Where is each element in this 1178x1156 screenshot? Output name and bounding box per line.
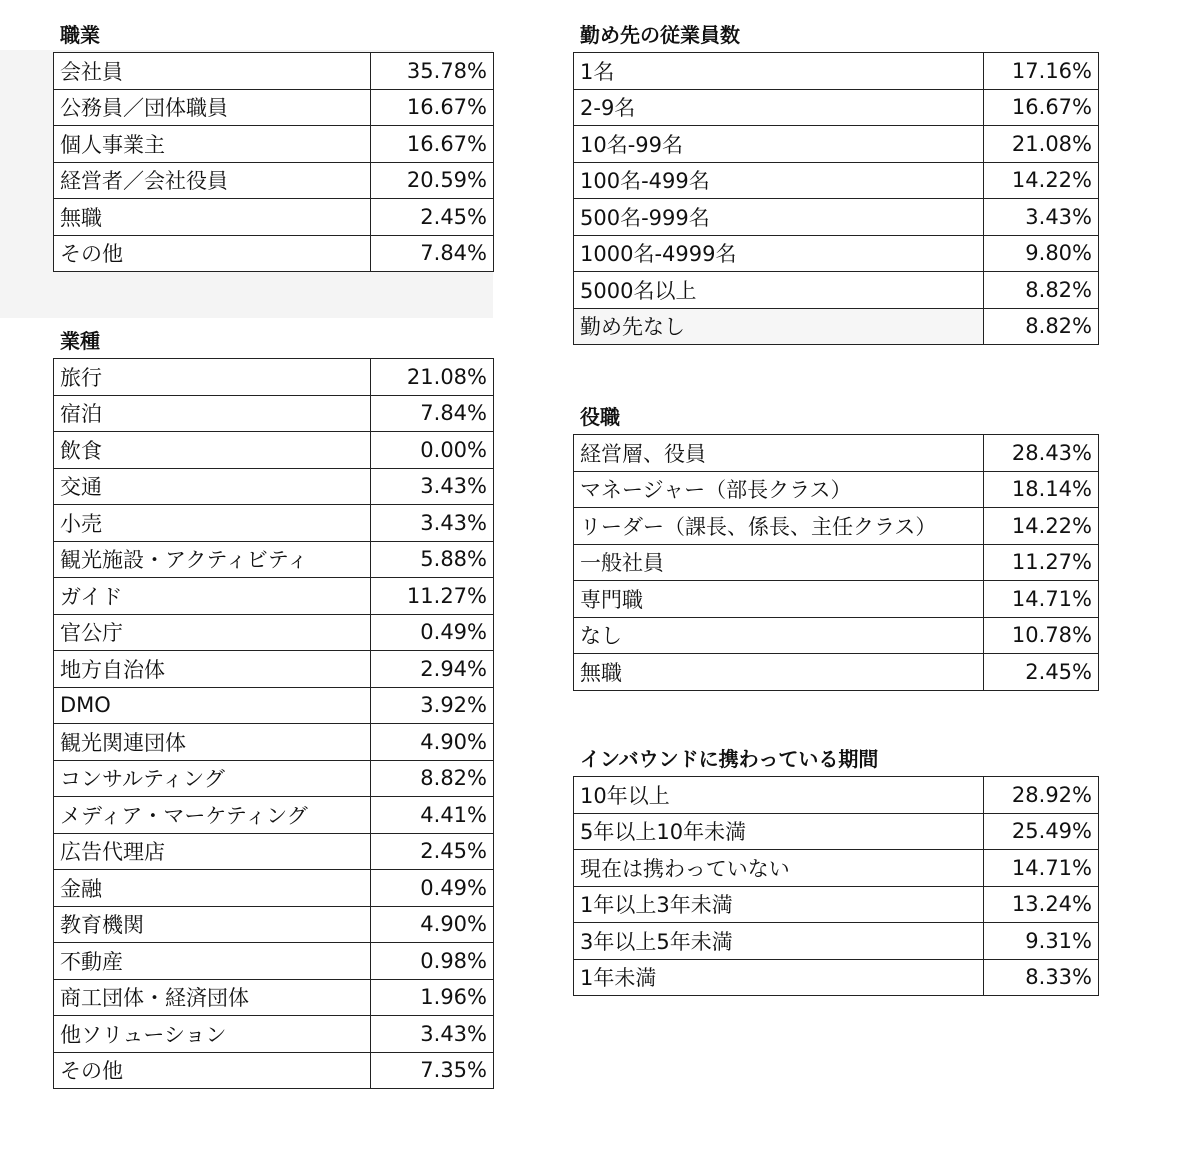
table-row xyxy=(574,53,1099,90)
row-value: 35.78% xyxy=(371,53,494,90)
table-row xyxy=(54,943,494,980)
table-row xyxy=(54,651,494,688)
row-value: 25.49% xyxy=(984,813,1099,850)
table-row xyxy=(54,359,494,396)
row-value: 21.08% xyxy=(984,126,1099,163)
table-row xyxy=(54,870,494,907)
table-row xyxy=(54,235,494,272)
position-table xyxy=(573,434,1099,691)
row-label: 教育機関 xyxy=(54,906,371,943)
table-row xyxy=(574,435,1099,472)
row-label: 1000名-4999名 xyxy=(574,235,984,272)
row-value: 3.43% xyxy=(371,505,494,542)
row-value: 8.82% xyxy=(371,760,494,797)
row-value: 3.43% xyxy=(984,199,1099,236)
table-row xyxy=(574,544,1099,581)
row-label: 観光施設・アクティビティ xyxy=(54,541,371,578)
occupation-title: 職業 xyxy=(60,23,100,47)
row-value: 0.00% xyxy=(371,432,494,469)
table-row xyxy=(54,760,494,797)
row-value: 9.31% xyxy=(984,923,1099,960)
table-row xyxy=(574,126,1099,163)
row-label: 観光関連団体 xyxy=(54,724,371,761)
row-label: 地方自治体 xyxy=(54,651,371,688)
row-value: 3.43% xyxy=(371,468,494,505)
position-section xyxy=(573,400,1099,691)
table-row xyxy=(574,199,1099,236)
row-label: 旅行 xyxy=(54,359,371,396)
row-value: 2.45% xyxy=(984,654,1099,691)
row-label: コンサルティング xyxy=(54,760,371,797)
row-value: 16.67% xyxy=(371,89,494,126)
row-label: 他ソリューション xyxy=(54,1016,371,1053)
row-value: 0.49% xyxy=(371,614,494,651)
row-value: 14.22% xyxy=(984,508,1099,545)
industry-title: 業種 xyxy=(60,329,100,353)
row-value: 28.92% xyxy=(984,777,1099,814)
industry-section xyxy=(53,324,494,1089)
table-row xyxy=(54,797,494,834)
row-value: 1.96% xyxy=(371,979,494,1016)
row-value: 8.33% xyxy=(984,959,1099,996)
row-value: 7.35% xyxy=(371,1052,494,1089)
table-row xyxy=(574,813,1099,850)
table-row xyxy=(54,53,494,90)
row-label: 商工団体・経済団体 xyxy=(54,979,371,1016)
row-value: 16.67% xyxy=(371,126,494,163)
row-value: 7.84% xyxy=(371,395,494,432)
row-label: 2-9名 xyxy=(574,89,984,126)
table-row xyxy=(54,687,494,724)
table-row xyxy=(54,833,494,870)
row-value: 20.59% xyxy=(371,162,494,199)
row-label: 個人事業主 xyxy=(54,126,371,163)
row-value: 9.80% xyxy=(984,235,1099,272)
inbound-period-section xyxy=(573,742,1099,996)
table-row xyxy=(574,471,1099,508)
row-label: その他 xyxy=(54,235,371,272)
table-row xyxy=(54,578,494,615)
table-row xyxy=(574,508,1099,545)
row-label: 経営層、役員 xyxy=(574,435,984,472)
row-value: 8.82% xyxy=(984,308,1099,345)
table-row xyxy=(574,886,1099,923)
row-label: 5000名以上 xyxy=(574,272,984,309)
row-label: 広告代理店 xyxy=(54,833,371,870)
row-label: 飲食 xyxy=(54,432,371,469)
row-label: 10名-99名 xyxy=(574,126,984,163)
inbound-period-table xyxy=(573,776,1099,996)
table-row xyxy=(574,235,1099,272)
position-title: 役職 xyxy=(580,405,620,429)
table-row xyxy=(54,724,494,761)
table-row xyxy=(54,432,494,469)
row-value: 3.92% xyxy=(371,687,494,724)
row-value: 4.90% xyxy=(371,724,494,761)
table-row xyxy=(54,906,494,943)
inbound-period-title: インバウンドに携わっている期間 xyxy=(580,747,879,771)
row-label: 官公庁 xyxy=(54,614,371,651)
row-value: 0.49% xyxy=(371,870,494,907)
row-value: 4.90% xyxy=(371,906,494,943)
row-label: 10年以上 xyxy=(574,777,984,814)
row-label: 500名-999名 xyxy=(574,199,984,236)
row-value: 0.98% xyxy=(371,943,494,980)
row-label: マネージャー（部長クラス） xyxy=(574,471,984,508)
company-size-table xyxy=(573,52,1099,345)
row-label: 経営者／会社役員 xyxy=(54,162,371,199)
table-row xyxy=(54,89,494,126)
row-label: 1年未満 xyxy=(574,959,984,996)
table-row xyxy=(574,617,1099,654)
table-row xyxy=(574,89,1099,126)
row-label: 交通 xyxy=(54,468,371,505)
row-label: 専門職 xyxy=(574,581,984,618)
table-row xyxy=(54,979,494,1016)
table-row xyxy=(574,959,1099,996)
table-row xyxy=(574,581,1099,618)
row-label: 1年以上3年未満 xyxy=(574,886,984,923)
company-size-title: 勤め先の従業員数 xyxy=(580,23,740,47)
row-label: 3年以上5年未満 xyxy=(574,923,984,960)
table-row xyxy=(574,308,1099,345)
row-value: 28.43% xyxy=(984,435,1099,472)
row-value: 2.45% xyxy=(371,199,494,236)
row-label: 無職 xyxy=(54,199,371,236)
row-label: メディア・マーケティング xyxy=(54,797,371,834)
row-value: 11.27% xyxy=(371,578,494,615)
row-value: 11.27% xyxy=(984,544,1099,581)
row-value: 5.88% xyxy=(371,541,494,578)
row-value: 8.82% xyxy=(984,272,1099,309)
row-label: リーダー（課長、係長、主任クラス） xyxy=(574,508,984,545)
table-row xyxy=(54,468,494,505)
occupation-table xyxy=(53,52,494,272)
row-value: 21.08% xyxy=(371,359,494,396)
row-label: 宿泊 xyxy=(54,395,371,432)
row-label: 一般社員 xyxy=(574,544,984,581)
occupation-section xyxy=(53,18,494,272)
table-row xyxy=(574,777,1099,814)
row-value: 14.22% xyxy=(984,162,1099,199)
row-label: DMO xyxy=(54,687,371,724)
company-size-section xyxy=(573,18,1099,345)
table-row xyxy=(574,162,1099,199)
row-value: 14.71% xyxy=(984,581,1099,618)
table-row xyxy=(54,541,494,578)
row-value: 2.45% xyxy=(371,833,494,870)
row-label: 100名-499名 xyxy=(574,162,984,199)
table-row xyxy=(54,1016,494,1053)
table-row xyxy=(54,126,494,163)
table-row xyxy=(574,850,1099,887)
row-value: 18.14% xyxy=(984,471,1099,508)
row-label: 勤め先なし xyxy=(574,308,984,345)
row-label: 小売 xyxy=(54,505,371,542)
row-value: 3.43% xyxy=(371,1016,494,1053)
row-label: 公務員／団体職員 xyxy=(54,89,371,126)
row-label: ガイド xyxy=(54,578,371,615)
row-label: 無職 xyxy=(574,654,984,691)
row-value: 17.16% xyxy=(984,53,1099,90)
table-row xyxy=(54,1052,494,1089)
row-label: 会社員 xyxy=(54,53,371,90)
table-row xyxy=(574,272,1099,309)
industry-table xyxy=(53,358,494,1089)
row-label: 5年以上10年未満 xyxy=(574,813,984,850)
row-label: その他 xyxy=(54,1052,371,1089)
row-label: 不動産 xyxy=(54,943,371,980)
row-value: 16.67% xyxy=(984,89,1099,126)
row-label: 現在は携わっていない xyxy=(574,850,984,887)
table-row xyxy=(574,923,1099,960)
row-label: なし xyxy=(574,617,984,654)
row-value: 10.78% xyxy=(984,617,1099,654)
row-value: 4.41% xyxy=(371,797,494,834)
table-row xyxy=(54,162,494,199)
row-value: 14.71% xyxy=(984,850,1099,887)
row-value: 13.24% xyxy=(984,886,1099,923)
row-value: 7.84% xyxy=(371,235,494,272)
row-label: 金融 xyxy=(54,870,371,907)
table-row xyxy=(54,395,494,432)
row-value: 2.94% xyxy=(371,651,494,688)
table-row xyxy=(54,505,494,542)
row-label: 1名 xyxy=(574,53,984,90)
table-row xyxy=(54,614,494,651)
table-row xyxy=(574,654,1099,691)
table-row xyxy=(54,199,494,236)
